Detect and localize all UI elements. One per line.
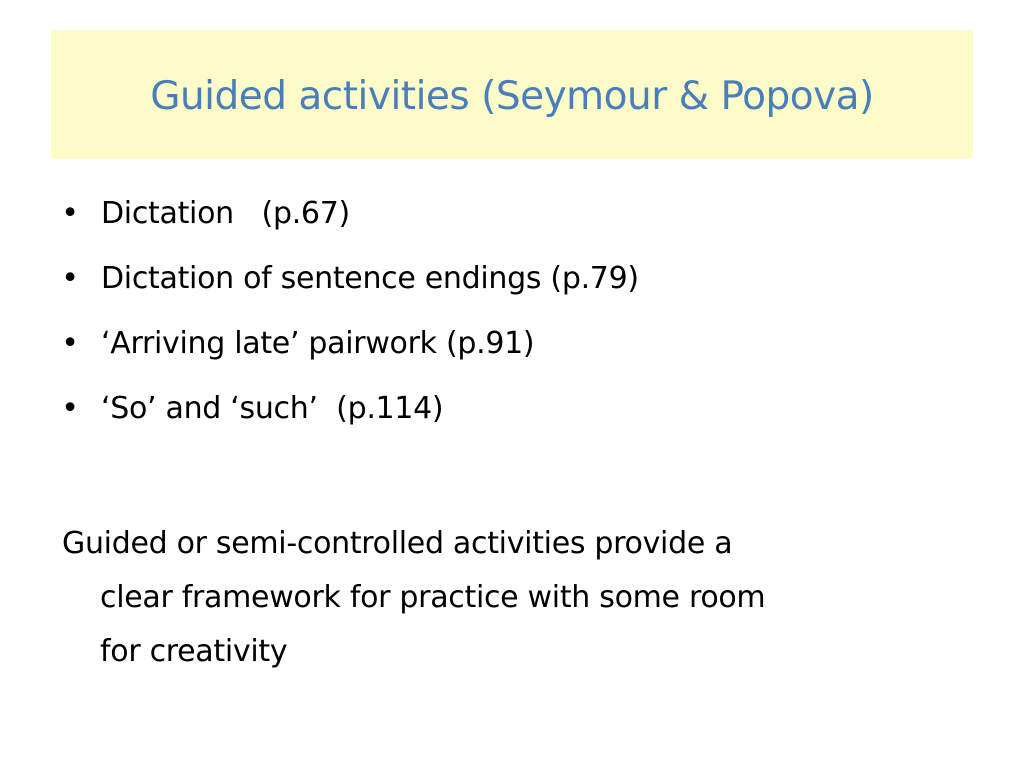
- bullet-dot-icon: •: [61, 391, 79, 426]
- summary-paragraph: [62, 517, 962, 679]
- bullet-item: [60, 255, 960, 320]
- bullet-text: Dictation (p.67): [101, 196, 350, 231]
- bullet-item: [60, 320, 960, 385]
- bullet-dot-icon: •: [61, 261, 79, 296]
- bullet-item: [60, 190, 960, 255]
- paragraph-line: for creativity: [100, 634, 288, 669]
- title-box: [51, 30, 973, 159]
- paragraph-line: clear framework for practice with some room: [100, 580, 766, 615]
- bullet-item: [60, 385, 960, 450]
- bullet-text: ‘Arriving late’ pairwork (p.91): [101, 326, 535, 361]
- bullet-text: Dictation of sentence endings (p.79): [101, 261, 639, 296]
- bullet-dot-icon: •: [61, 326, 79, 361]
- paragraph-line: Guided or semi-controlled activities provide a: [62, 526, 733, 561]
- bullet-dot-icon: •: [61, 196, 79, 231]
- slide-title: Guided activities (Seymour & Popova): [150, 74, 874, 119]
- bullet-text: ‘So’ and ‘such’ (p.114): [101, 391, 444, 426]
- bullet-list: [60, 190, 960, 450]
